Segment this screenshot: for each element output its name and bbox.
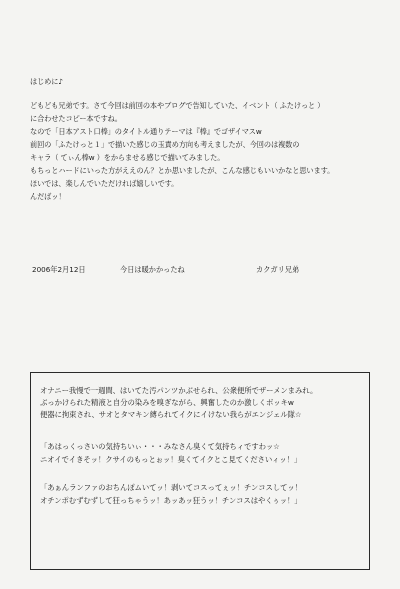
quote-line: 「あはっくっさいの気持ちいぃ・・・みなさん臭くて気持ちィですわッ☆ xyxy=(40,442,280,451)
summary-box xyxy=(30,372,370,570)
body-line: なので「日本アスト口棒」のタイトル通りテーマは『棒』でゴザイマスw xyxy=(30,127,262,136)
signature-author: カクガリ兄弟 xyxy=(256,265,300,274)
body-line: ほいでは、楽しんでいただければ嬉しいです。 xyxy=(30,179,179,188)
summary-line: ぶっかけられた精液と自分の染みを嗅ぎながら、興奮したのか激しくボッキw xyxy=(40,398,294,407)
body-line: キャラ（ てぃん棒w ）をからませる感じで描いてみました。 xyxy=(30,153,225,162)
body-line: どもども兄弟です。さて今回は前回の本やブログで告知していた、イベント（ ふたけっと ） xyxy=(30,101,325,110)
quote-line: オチンポむずむずして狂っちゃうッ！あッあッ狂うッ！チンコスはやくぅッ！」 xyxy=(40,496,302,505)
quote-line: 「あぁんランファのおちんぽムいてッ！剥いてコスってぇッ！チンコスしてッ！ xyxy=(40,483,302,492)
body-line: んだばッ！ xyxy=(30,192,66,201)
body-line: に合わせたコピー本ですね。 xyxy=(30,114,122,123)
body-line: もちっとハードにいった方がええのん？とか思いましたが、こんな感じもいいかなと思います。 xyxy=(30,166,335,175)
body-line: 前回の「ふたけっと１」で描いた感じの玉責め方向も考えましたが、今回のは複数の xyxy=(30,140,300,149)
summary-line: 便器に拘束され、サオとタマキン縛られてイクにイけない我らがエンジェル隊☆ xyxy=(40,410,302,419)
greeting: はじめに♪ xyxy=(30,77,63,86)
signature-date: 2006年2月12日 xyxy=(32,265,86,274)
quote-line: ニオイでイきそッ！クサイのもっとぉッ！臭くてイクとこ見てくださいィッ！」 xyxy=(40,455,302,464)
signature-note: 今日は暖かかったね xyxy=(120,265,185,274)
summary-line: オナニー我慢で一週間、はいてた汚パンツかぶせられ、公衆便所でザーメンまみれ。 xyxy=(40,386,318,395)
